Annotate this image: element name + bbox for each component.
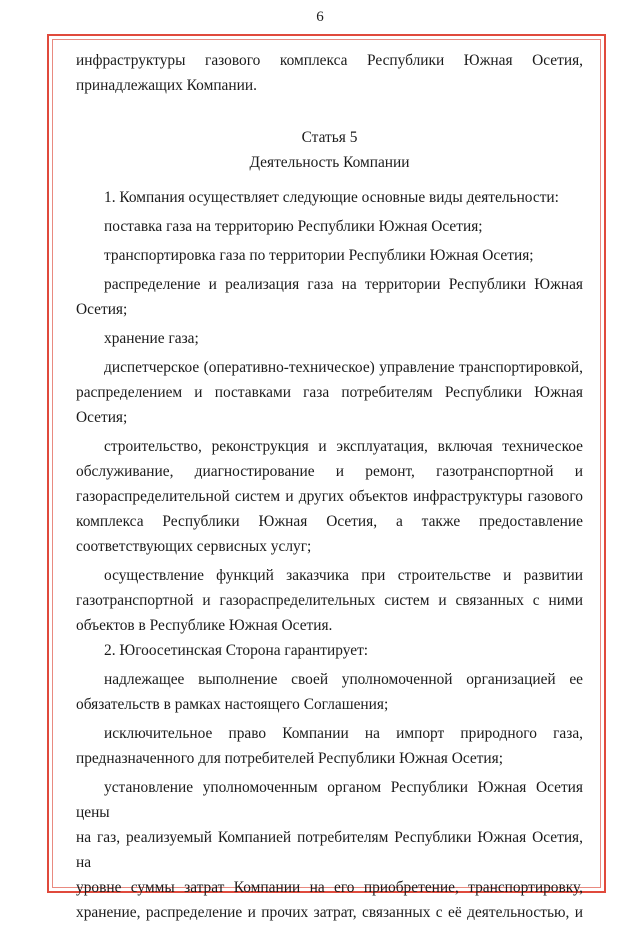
text-line: обслуживание, диагностирование и ремонт, газотранспортной и	[76, 463, 583, 480]
text-line: инфраструктуры газового комплекса Республики Южная Осетия,	[76, 52, 583, 69]
text-line: комплекса Республики Южная Осетия, а также предоставление	[76, 513, 583, 530]
list-item: строительство, реконструкция и эксплуатация, включая техническое	[104, 438, 583, 455]
text-line: Осетия;	[76, 301, 128, 318]
list-item: установление уполномоченным органом Республики Южная Осетия цены	[76, 779, 583, 821]
article-subtitle: Деятельность Компании	[249, 154, 410, 171]
clause-1-intro: 1. Компания осуществляет следующие основные виды деятельности:	[104, 189, 559, 206]
text-line: газотранспортной и газораспределительных систем и связанных с ними	[76, 592, 583, 609]
article-title: Статья 5	[301, 129, 358, 146]
list-item: транспортировка газа по территории Республики Южная Осетия;	[104, 247, 534, 264]
list-item: распределение и реализация газа на территории Республики Южная	[104, 276, 583, 293]
document-body	[76, 48, 583, 925]
text-line: соответствующих сервисных услуг;	[76, 538, 312, 555]
text-line: распределением и поставками газа потребителям Республики Южная Осетия;	[76, 384, 583, 426]
page-number: 6	[316, 9, 324, 25]
text-line: на газ, реализуемый Компанией потребителям Республики Южная Осетия, на	[76, 829, 583, 871]
text-line: хранение, распределение и прочих затрат, связанных с её деятельностью, и	[76, 904, 583, 921]
list-item: осуществление функций заказчика при строительстве и развитии	[104, 567, 583, 584]
list-item: поставка газа на территорию Республики Южная Осетия;	[104, 218, 483, 235]
list-item: диспетчерское (оперативно-техническое) управление транспортировкой,	[104, 359, 583, 376]
text-line: обязательств в рамках настоящего Соглашения;	[76, 696, 389, 713]
list-item: надлежащее выполнение своей уполномоченной организацией ее	[104, 671, 583, 688]
list-item: хранение газа;	[104, 330, 199, 347]
text-line: объектов в Республике Южная Осетия.	[76, 617, 333, 634]
list-item: исключительное право Компании на импорт природного газа,	[104, 725, 583, 742]
text-line: газораспределительной систем и других объектов инфраструктуры газового	[76, 488, 583, 505]
text-line: предназначенного для потребителей Республики Южная Осетия;	[76, 750, 503, 767]
text-line: уровне суммы затрат Компании на его приобретение, транспортировку,	[76, 879, 583, 896]
clause-2-intro: 2. Югоосетинская Сторона гарантирует:	[104, 642, 369, 659]
text-line: принадлежащих Компании.	[76, 77, 257, 94]
